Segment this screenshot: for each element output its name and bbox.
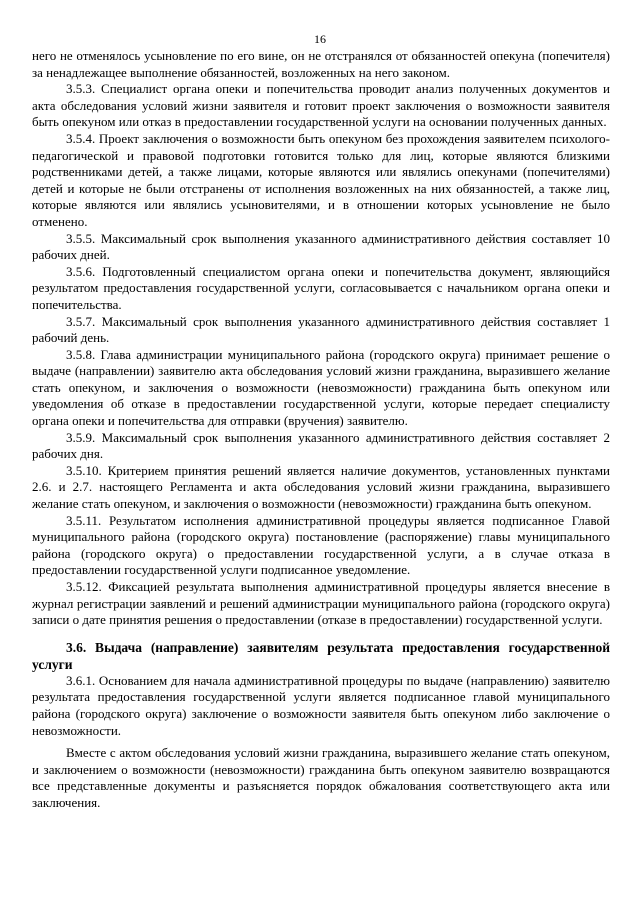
paragraph-3-5-10: 3.5.10. Критерием принятия решений является наличие документов, установленных пунктами 2.6. и 2.7. настоящего Регламента и акта обследования условий жизни гражданина, выразившего желание стать опекуном, и заключения о возможности (невозможности) гражданина быть опекуном. <box>32 462 610 512</box>
paragraph-continuation: него не отменялось усыновление по его вине, он не отстранялся от обязанностей опекуна (попечителя) за ненадлежащее выполнение обязанностей, возложенных на него законом. <box>32 48 610 80</box>
paragraph-3-5-7: 3.5.7. Максимальный срок выполнения указанного административного действия составляет 1 рабочий день. <box>32 313 610 346</box>
document-body <box>32 48 610 812</box>
paragraph-3-5-11: 3.5.11. Результатом исполнения административной процедуры является подписанное Главой муниципального района (городского округа) постановление (распоряжение) главы муниципального района (городского округа) о предоставлении государственной услуги, а в случае отказа в предоставлении государственной услуги подписанное уведомление. <box>32 512 610 578</box>
section-heading-3-6: 3.6. Выдача (направление) заявителям результата предоставления государственной услуги <box>32 639 610 672</box>
paragraph-3-6-1: 3.6.1. Основанием для начала административной процедуры по выдаче (направлению) заявителю результата предоставления государственной услуги является подписанное главой муниципального района (городского округа) заключение о возможности заявителя быть опекуном либо заключение о невозможности. <box>32 672 610 738</box>
paragraph-3-6-return-documents: Вместе с актом обследования условий жизни гражданина, выразившего желание стать опекуном, и заключением о возможности (невозможности) гражданина быть опекуном заявителю возвращаются все представленные документы и разъясняется порядок обжалования соответствующего акта или заключения. <box>32 745 610 810</box>
paragraph-3-5-9: 3.5.9. Максимальный срок выполнения указанного административного действия составляет 2 рабочих дня. <box>32 429 610 462</box>
paragraph-3-5-5: 3.5.5. Максимальный срок выполнения указанного административного действия составляет 10 рабочих дней. <box>32 230 610 263</box>
paragraph-3-5-8: 3.5.8. Глава администрации муниципального района (городского округа) принимает решение о выдаче (направлении) заявителю акта обследования условий жизни гражданина, выразившего желание стать опекуном, и заключения о возможности (невозможности) гражданина быть опекуном или уведомления об отказе в предоставлении государственной услуги, которые передает специалисту органа опеки и попечительства для отправки (вручения) заявителю. <box>32 346 610 429</box>
page-number: 16 <box>314 32 326 46</box>
paragraph-3-5-3: 3.5.3. Специалист органа опеки и попечительства проводит анализ полученных документов и акта обследования условий жизни заявителя и готовит проект заключения о возможности заявителя быть опекуном или отказ в предоставлении государственной услуги на основании полученных данных. <box>32 81 610 130</box>
paragraph-3-5-4: 3.5.4. Проект заключения о возможности быть опекуном без прохождения заявителем психолого-педагогической и правовой подготовки готовится только для лиц, которые являются близкими родственниками детей, а также лицами, которые являются или являлись опекунами (попечителями) детей и которые не были отстранены от исполнения возложенных на них обязанностей, а также лиц, которые являются или являлись усыновителями, и в отношении которых усыновление не было отменено. <box>32 130 610 229</box>
paragraph-3-5-6: 3.5.6. Подготовленный специалистом органа опеки и попечительства документ, являющийся результатом предоставления государственной услуги, согласовывается с начальником органа опеки и попечительства. <box>32 263 610 312</box>
paragraph-3-5-12: 3.5.12. Фиксацией результата выполнения административной процедуры является внесение в журнал регистрации заявлений и решений администрации муниципального района (городского округа) записи о дате принятия решения о предоставлении (отказе в предоставлении) государственной услуги. <box>32 579 610 628</box>
